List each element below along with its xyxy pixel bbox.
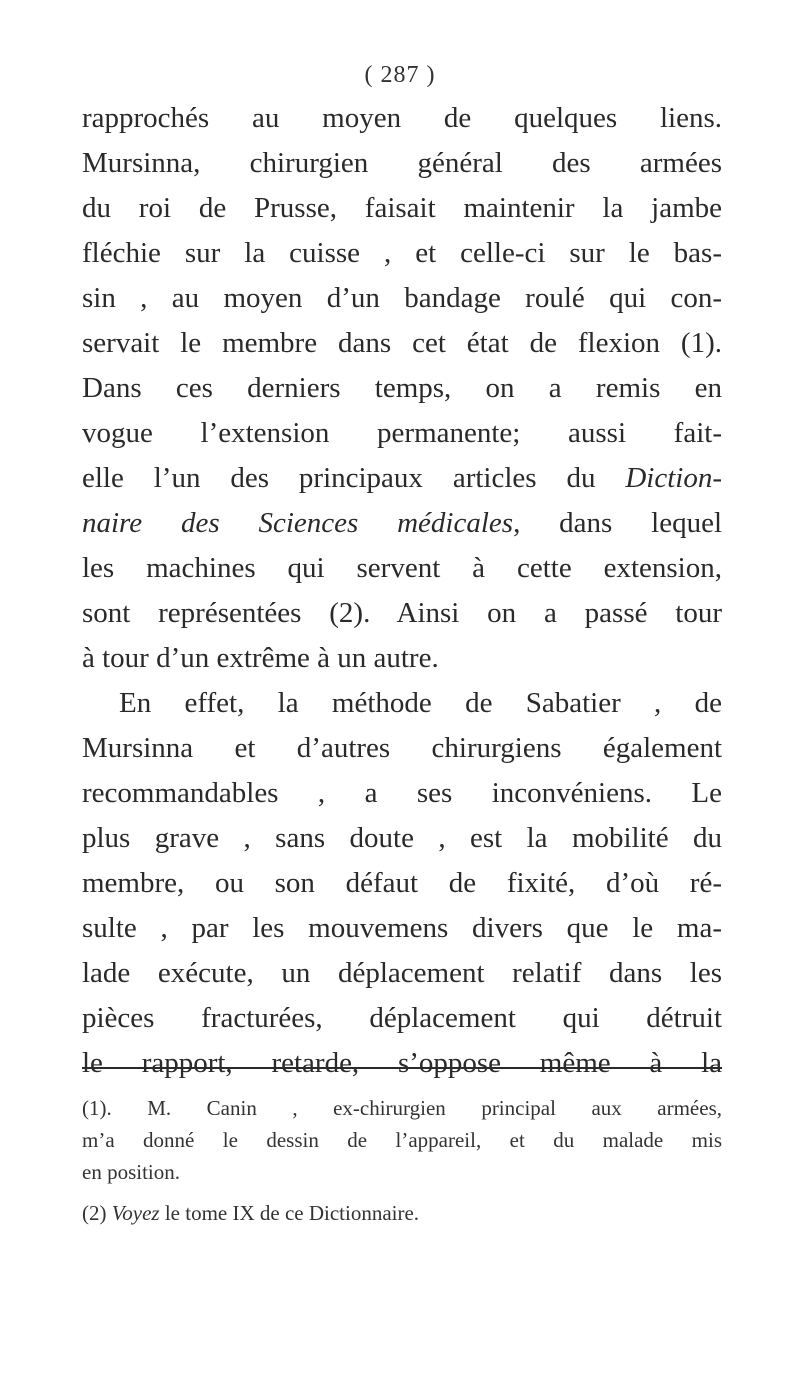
text-span: , dans lequel <box>513 507 722 539</box>
footnote-1-line: (1). M. Canin , ex-chirurgien principal aux armées, <box>82 1096 722 1120</box>
italic-title-span: naire des Sciences médicales <box>82 507 514 539</box>
text-line: pièces fracturées, déplacement qui détruit <box>82 1002 722 1034</box>
text-line: rapprochés au moyen de quelques liens. <box>82 102 722 134</box>
text-line: le rapport, retarde, s’oppose même à la <box>82 1047 722 1079</box>
text-line: servait le membre dans cet état de flexion (1). <box>82 327 722 359</box>
text-line: sulte , par les mouvemens divers que le ma- <box>82 912 722 944</box>
page-number: ( 287 ) <box>364 62 436 88</box>
text-line: Dans ces derniers temps, on a remis en <box>82 372 722 404</box>
text-line: recommandables , a ses inconvéniens. Le <box>82 777 722 809</box>
footnote-1-line: en position. <box>82 1160 180 1184</box>
text-line: membre, ou son défaut de fixité, d’où ré- <box>82 867 722 899</box>
text-line: vogue l’extension permanente; aussi fait- <box>82 417 722 449</box>
footnote-2-marker: (2) <box>82 1201 112 1225</box>
text-line: sont représentées (2). Ainsi on a passé tour <box>82 597 722 629</box>
text-line: les machines qui servent à cette extension, <box>82 552 722 584</box>
italic-title-span: Diction- <box>625 462 722 494</box>
text-line <box>82 456 722 500</box>
footnote-2-italic: Voyez <box>111 1201 160 1225</box>
text-line <box>82 501 722 545</box>
text-line: à tour d’un extrême à un autre. <box>82 642 439 674</box>
text-span: elle l’un des principaux articles du <box>82 462 626 494</box>
text-line: plus grave , sans doute , est la mobilité du <box>82 822 722 854</box>
text-line: fléchie sur la cuisse , et celle-ci sur le bas- <box>82 237 722 269</box>
text-line: Mursinna et d’autres chirurgiens également <box>82 732 722 764</box>
footnote-rule <box>82 1067 722 1069</box>
footnote-2-text: le tome IX de ce Dictionnaire. <box>159 1201 420 1225</box>
text-line: lade exécute, un déplacement relatif dans les <box>82 957 722 989</box>
footnote-2 <box>82 1197 722 1229</box>
text-line: sin , au moyen d’un bandage roulé qui con- <box>82 282 722 314</box>
text-line: Mursinna, chirurgien général des armées <box>82 147 722 179</box>
text-line: du roi de Prusse, faisait maintenir la jambe <box>82 192 722 224</box>
footnote-1-line: m’a donné le dessin de l’appareil, et du malade mis <box>82 1128 722 1152</box>
text-line: En effet, la méthode de Sabatier , de <box>119 687 722 719</box>
